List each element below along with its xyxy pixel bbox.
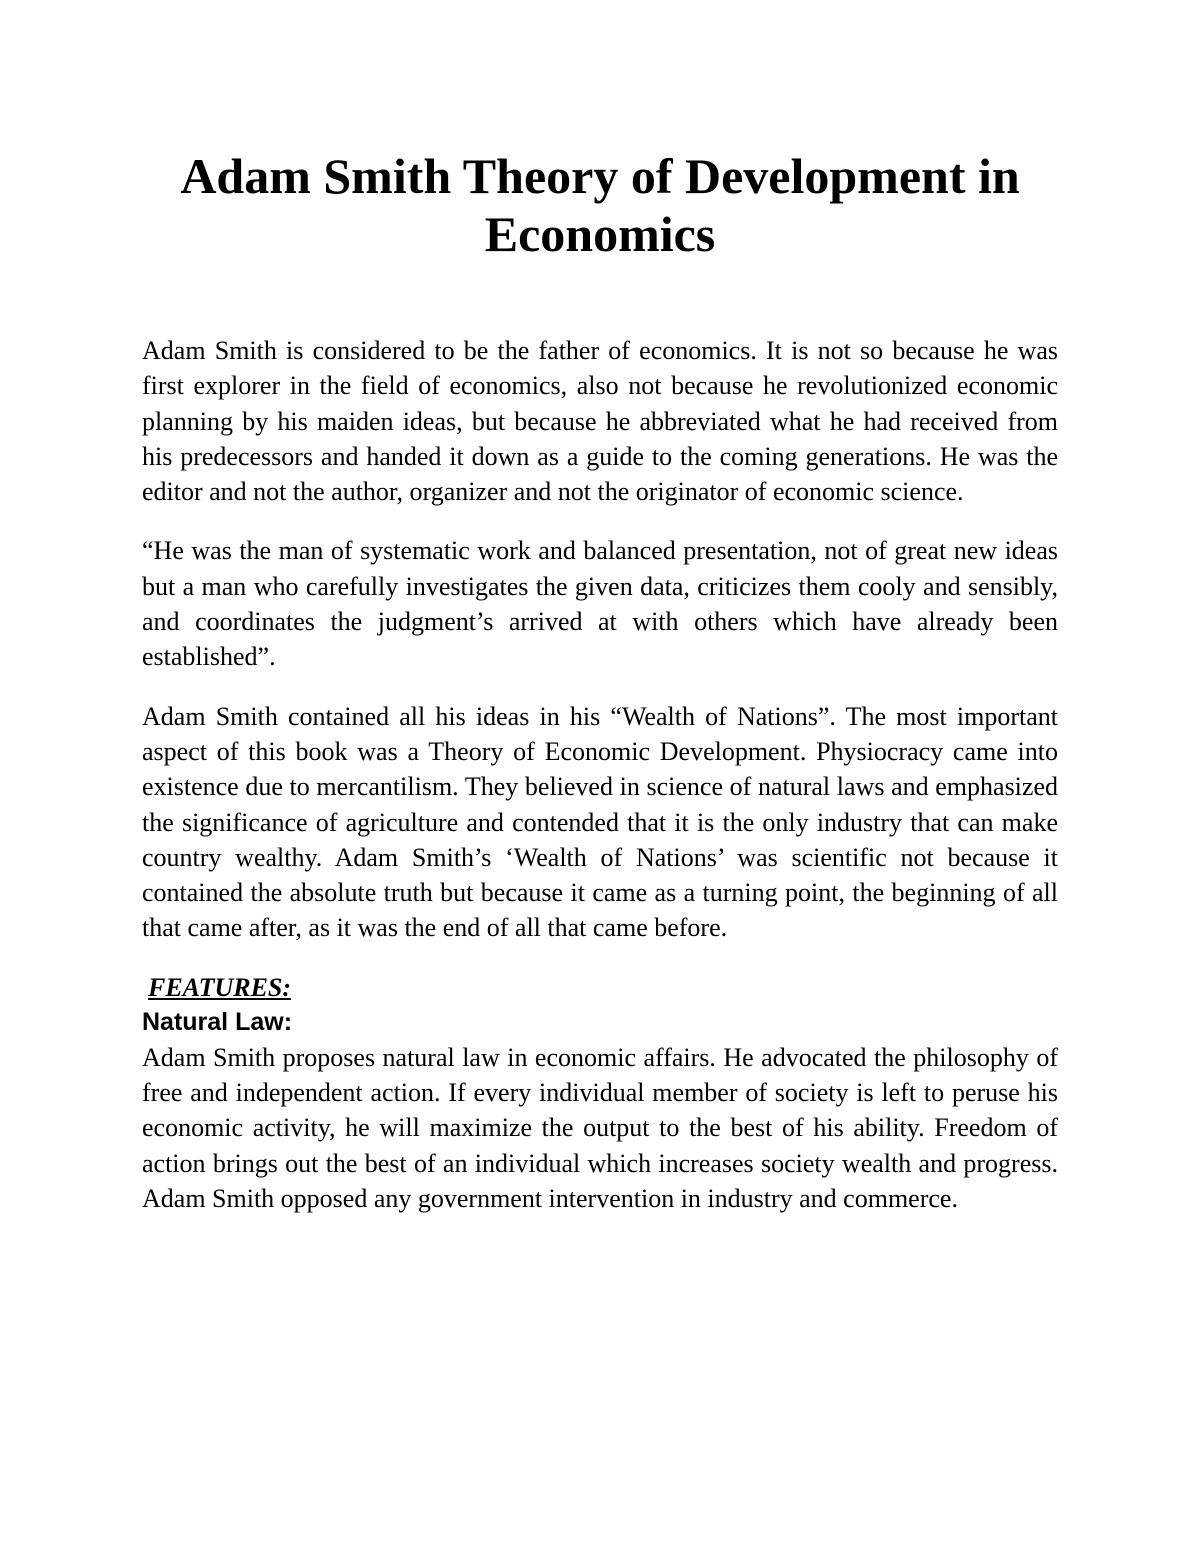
paragraph-natural-law: Adam Smith proposes natural law in economic affairs. He advocated the philosophy of free and independent action. If every individual member of society is left to peruse his economic activity, he will maximize the output to the best of his ability. Freedom of action brings out the best of an individual which increases society wealth and progress. Adam Smith opposed any government intervention in industry and commerce. (142, 1042, 1058, 1213)
page-title (142, 147, 1058, 263)
document-content (142, 147, 1058, 1240)
paragraph-intro: Adam Smith is considered to be the father of economics. It is not so because he was first explorer in the field of economics, also not because he revolutionized economic planning by his maiden ideas, but because he abbreviated what he had received from his predecessors and handed it down as a guide to the coming generations. He was the editor and not the author, organizer and not the originator of economic science. (142, 336, 1058, 507)
paragraph-wealth-of-nations: Adam Smith contained all his ideas in his “Wealth of Nations”. The most important aspect of this book was a Theory of Economic Development. Physiocracy came into existence due to mercantilism. They believed in science of natural laws and emphasized the significance of agriculture and contended that it is the only industry that can make country wealthy. Adam Smith’s ‘Wealth of Nations’ was scientific not because it contained the absolute truth but because it came as a turning point, the beginning of all that came after, as it was the end of all that came before. (142, 701, 1058, 943)
title-line-1: Adam Smith Theory of Development in (180, 148, 1020, 204)
title-line-2: Economics (484, 206, 716, 262)
natural-law-heading: Natural Law: (142, 1007, 293, 1036)
paragraph-quote: “He was the man of systematic work and balanced presentation, not of great new ideas but a man who carefully investigates the given data, criticizes them cooly and sensibly, and coordinates the judgment’s arrived at with others which have already been established”. (142, 536, 1058, 672)
features-heading: FEATURES: (148, 972, 292, 1002)
